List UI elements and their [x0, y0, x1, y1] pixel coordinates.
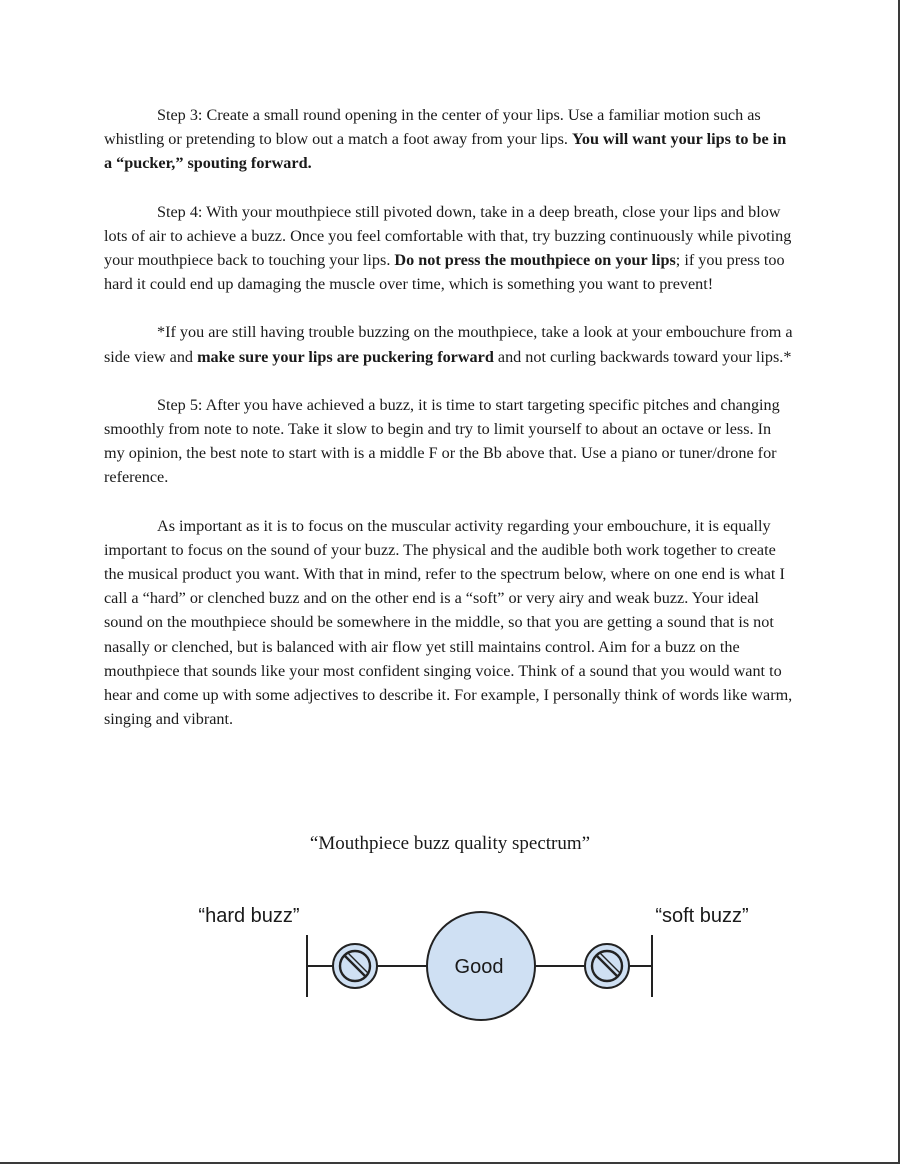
step-4-text-continued: ; if you press too hard it could end up damaging the muscle over time, which is something you want to prevent!: [104, 251, 785, 294]
prohibited-icon: [333, 944, 377, 988]
hard-buzz-label: “hard buzz”: [198, 905, 300, 927]
document-body: [104, 103, 794, 755]
note-text-continued: and not curling backwards toward your lips.*: [493, 347, 792, 366]
figure-title: “Mouthpiece buzz quality spectrum”: [309, 833, 591, 854]
paragraph-step-4: [104, 200, 794, 297]
paragraph-important: As important as it is to focus on the muscular activity regarding your embouchure, it is equally important to focus on the sound of your buzz. The physical and the audible both work together to create the musical product you want. With that in mind, refer to the spectrum below, where on one end is what I call a “hard” or clenched buzz and on the other end is a “soft” or very airy and weak buzz. Your ideal sound on the mouthpiece should be somewhere in the middle, so that you are getting a sound that is not nasally or clenched, but is balanced with air flow yet still maintains control. Aim for a buzz on the mouthpiece that sounds like your most confident singing voice. Think of a sound that you would want to hear and come up with some adjectives to describe it. For example, I personally think of words like warm, singing and vibrant.: [104, 516, 793, 729]
buzz-spectrum-diagram: [0, 880, 900, 1040]
prohibited-icon: [585, 944, 629, 988]
step-3-text: Step 3: Create a small round opening in the center of your lips. Use a familiar motion such as whistling or pretending to blow out a match a foot away from your lips.: [104, 106, 761, 149]
paragraph-note: [104, 320, 794, 368]
step-4-emphasis: Do not press the mouthpiece on your lips: [394, 251, 676, 270]
note-emphasis: make sure your lips are puckering forward: [197, 347, 494, 366]
paragraph-step-5: Step 5: After you have achieved a buzz, it is time to start targeting specific pitches and changing smoothly from note to note. Take it slow to begin and try to limit yourself to about an octave or less. In my opinion, the best note to start with is a middle F or the Bb above that. Use a piano or tuner/drone for reference.: [104, 395, 780, 487]
step-4-text: Step 4: With your mouthpiece still pivoted down, take in a deep breath, close your lips and blow lots of air to achieve a buzz. Once you feel comfortable with that, try buzzing continuously while pivoting your mouthpiece back to touching your lips.: [104, 202, 792, 270]
step-3-emphasis: You will want your lips to be in a “pucker,” spouting forward.: [104, 130, 787, 173]
good-circle: [427, 912, 535, 1020]
good-label: Good: [454, 956, 504, 978]
note-text: *If you are still having trouble buzzing on the mouthpiece, take a look at your embouchure from a side view and: [104, 323, 793, 366]
soft-buzz-label: “soft buzz”: [655, 905, 749, 927]
paragraph-step-3: [104, 103, 794, 176]
